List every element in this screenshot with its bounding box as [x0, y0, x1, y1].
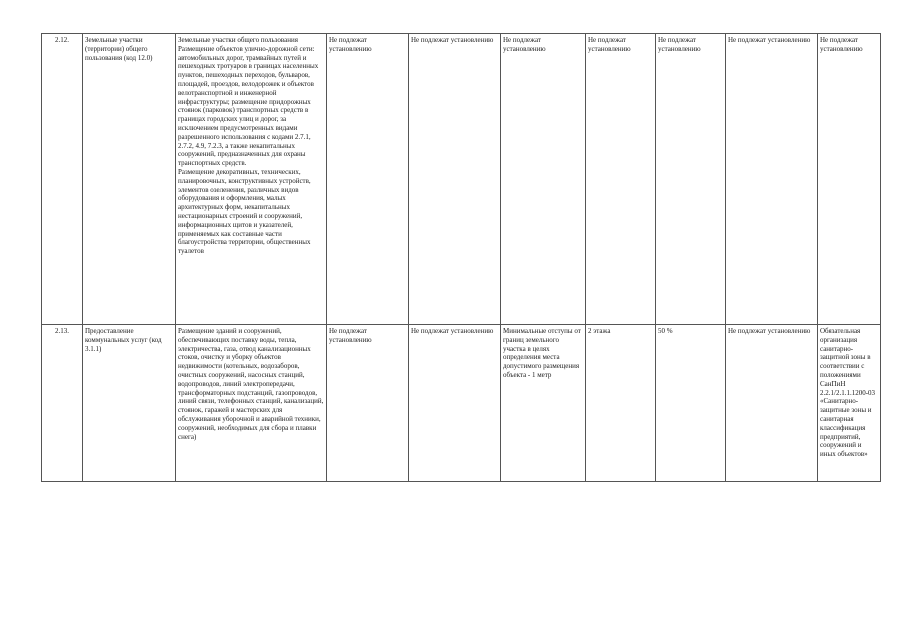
- parameter-cell: Не подлежат установлению: [726, 34, 818, 325]
- land-use-name: Предоставление коммунальных услуг (код 3.1.1): [83, 325, 176, 482]
- parameter-cell: 50 %: [656, 325, 726, 482]
- table-row: [42, 34, 881, 325]
- parameter-cell: Минимальные отступы от границ земельного участка в целях определения места допустимого размещения объекта - 1 метр: [501, 325, 586, 482]
- description-paragraph: Размещение декоративных, технических, планировочных, конструктивных устройств, элементов озеленения, различных видов оборудования и оформления, малых архитектурных форм, некапитальных нестационарных строений и сооружений, информационных щитов и указателей, применяемых как составные части благоустройства территории, общественных туалетов: [178, 167, 311, 256]
- parameter-cell: 2 этажа: [586, 325, 656, 482]
- parameter-cell: Не подлежат установлению: [327, 34, 409, 325]
- row-number: 2.12.: [42, 34, 83, 325]
- parameter-cell: Не подлежат установлению: [409, 34, 501, 325]
- parameter-cell: Не подлежат установлению: [409, 325, 501, 482]
- description-paragraph: Земельные участки общего пользования Размещение объектов улично-дорожной сети: автомобильных дорог, трамвайных путей и пешеходных тротуаров в границах населенных пунктов, пешеходных переходов, бульваров, площадей, проездов, велодорожек и объектов велотранспортной и инженерной инфраструктуры; размещение придорожных стоянок (парковок) транспортных средств в границах городских улиц и дорог, за исключением предусмотренных видами разрешенного использования с кодами 2.7.1, 2.7.2, 4.9, 7.2.3, а также некапитальных сооружений, предназначенных для охраны транспортных средств.: [178, 36, 319, 168]
- parameter-cell: Не подлежат установлению: [656, 34, 726, 325]
- table-row: [42, 325, 881, 482]
- land-use-description: [176, 325, 327, 482]
- parameter-cell: Обязательная организация санитарно-защитной зоны в соответствии с положениями СанПиН 2.2.1/2.1.1.1200-03 «Санитарно-защитные зоны и санитарная классификация предприятий, сооружений и иных объектов»: [818, 325, 881, 482]
- parameter-cell: Не подлежат установлению: [726, 325, 818, 482]
- land-use-description: [176, 34, 327, 325]
- parameter-cell: Не подлежат установлению: [501, 34, 586, 325]
- parameter-cell: Не подлежат установлению: [818, 34, 881, 325]
- zoning-regulations-table: [41, 33, 881, 482]
- description-paragraph: Размещение зданий и сооружений, обеспечивающих поставку воды, тепла, электричества, газа, отвод канализационных стоков, очистку и уборку объектов недвижимости (котельных, водозаборов, очистных сооружений, насосных станций, водопроводов, линий электропередачи, трансформаторных подстанций, газопроводов, линий связи, телефонных станций, канализаций, стоянок, гаражей и мастерских для обслуживания уборочной и аварийной техники, сооружений, необходимых для сбора и плавки снега): [178, 327, 324, 441]
- row-number: 2.13.: [42, 325, 83, 482]
- parameter-cell: Не подлежат установлению: [586, 34, 656, 325]
- parameter-cell: Не подлежат установлению: [327, 325, 409, 482]
- land-use-name: Земельные участки (территории) общего пользования (код 12.0): [83, 34, 176, 325]
